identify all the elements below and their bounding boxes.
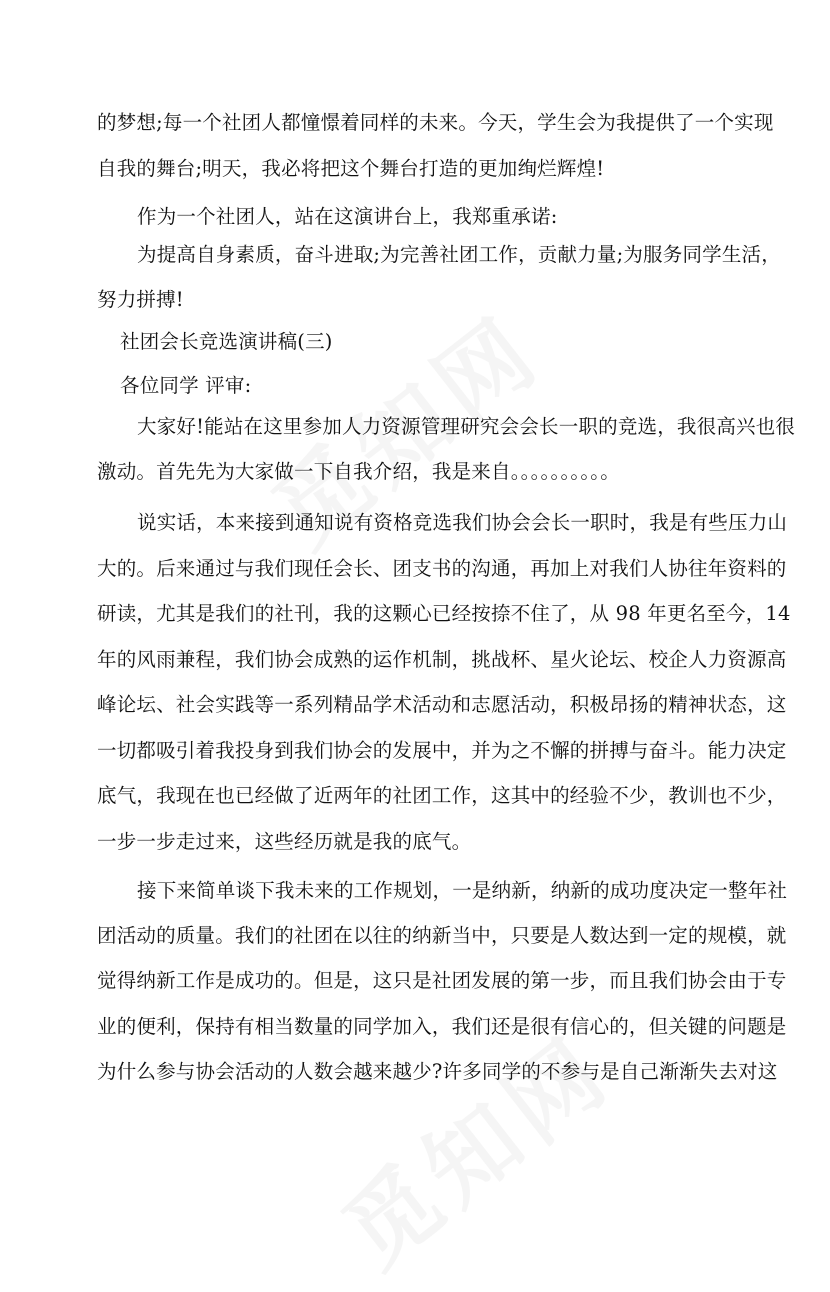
body-line: 的梦想;每一个社团人都憧憬着同样的未来。今天，学生会为我提供了一个实现 (97, 111, 774, 134)
body-line: 一步一步走过来，这些经历就是我的底气。 (97, 830, 472, 853)
body-line: 努力拼搏! (97, 288, 184, 311)
section-heading: 社团会长竞选演讲稿(三) (120, 330, 333, 353)
salutation: 各位同学 评审: (120, 374, 252, 397)
body-line: 研读，尤其是我们的社刊，我的这颗心已经按捺不住了，从 98 年更名至今，14 (97, 602, 791, 625)
body-line: 底气，我现在也已经做了近两年的社团工作，这其中的经验不少，教训也不少， (97, 784, 787, 807)
body-line: 业的便利，保持有相当数量的同学加入，我们还是很有信心的，但关键的问题是 (97, 1015, 787, 1038)
body-line: 觉得纳新工作是成功的。但是，这只是社团发展的第一步，而且我们协会由于专 (97, 969, 787, 992)
body-line: 激动。首先先为大家做一下自我介绍，我是来自。。。。。。。。。。 (97, 460, 620, 483)
watermark (312, 1000, 634, 1292)
body-line: 峰论坛、社会实践等一系列精品学术活动和志愿活动，积极昂扬的精神状态，这 (97, 693, 787, 716)
body-line: 年的风雨兼程，我们协会成熟的运作机制，挑战杯、星火论坛、校企人力资源高 (97, 648, 787, 671)
body-line: 大家好!能站在这里参加人力资源管理研究会会长一职的竞选，我很高兴也很 (137, 415, 796, 438)
body-line: 说实话，本来接到通知说有资格竞选我们协会会长一职时，我是有些压力山 (137, 511, 788, 534)
body-line: 作为一个社团人，站在这演讲台上，我郑重承诺: (137, 205, 558, 228)
body-line: 大的。后来通过与我们现任会长、团支书的沟通，再加上对我们人协往年资料的 (97, 557, 787, 580)
body-line: 自我的舞台;明天，我必将把这个舞台打造的更加绚烂辉煌! (97, 157, 605, 180)
body-line: 为提高自身素质，奋斗进取;为完善社团工作，贡献力量;为服务同学生活， (137, 243, 781, 266)
body-line: 接下来简单谈下我未来的工作规划，一是纳新，纳新的成功度决定一整年社 (137, 879, 788, 902)
body-line: 为什么参与协会活动的人数会越来越少?许多同学的不参与是自己渐渐失去对这 (97, 1060, 778, 1083)
body-line: 团活动的质量。我们的社团在以往的纳新当中，只要是人数达到一定的规模，就 (97, 924, 787, 947)
body-line: 一切都吸引着我投身到我们协会的发展中，并为之不懈的拼搏与奋斗。能力决定 (97, 739, 787, 762)
